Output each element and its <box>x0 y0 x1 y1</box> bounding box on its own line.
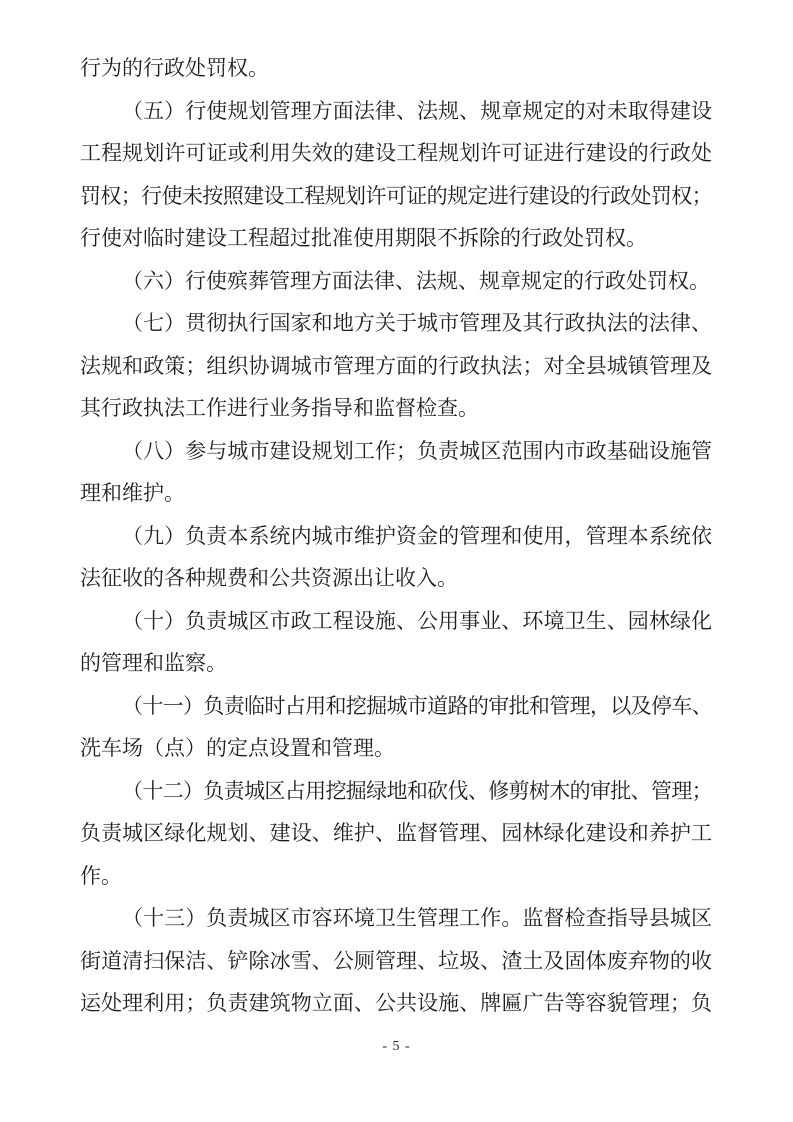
text-line: 洗车场（点）的定点设置和管理。 <box>80 736 395 760</box>
text-line: 作。 <box>80 863 122 888</box>
text-line: 罚权；行使未按照建设工程规划许可证的规定进行建设的行政处罚权； <box>80 183 712 208</box>
text-line: 街道清扫保洁、铲除冰雪、公厕管理、垃圾、渣土及固体废弃物的收 <box>80 948 712 973</box>
text-line: （五）行使规划管理方面法律、法规、规章规定的对未取得建设 <box>122 98 712 123</box>
text-line: （八）参与城市建设规划工作；负责城区范围内市政基础设施管 <box>122 438 712 463</box>
text-line: 法规和政策；组织协调城市管理方面的行政执法；对全县城镇管理及 <box>80 353 712 378</box>
document-body <box>80 47 712 1025</box>
text-line: 负责城区绿化规划、建设、维护、监督管理、园林绿化建设和养护工 <box>80 821 712 845</box>
text-line: （七）贯彻执行国家和地方关于城市管理及其行政执法的法律、 <box>122 311 712 335</box>
text-line: 工程规划许可证或利用失效的建设工程规划许可证进行建设的行政处 <box>80 141 712 165</box>
text-line: 其行政执法工作进行业务指导和监督检查。 <box>80 396 479 420</box>
page-number: - 5 - <box>382 1039 411 1054</box>
text-line: 运处理利用；负责建筑物立面、公共设施、牌匾广告等容貌管理；负 <box>80 991 712 1015</box>
text-line: （十）负责城区市政工程设施、公用事业、环境卫生、园林绿化 <box>122 608 712 633</box>
text-line: （十一）负责临时占用和挖掘城市道路的审批和管理，以及停车、 <box>122 693 712 718</box>
text-line: 的管理和监察。 <box>80 651 227 675</box>
text-line: 行使对临时建设工程超过批准使用期限不拆除的行政处罚权。 <box>80 226 647 250</box>
text-line: （九）负责本系统内城市维护资金的管理和使用，管理本系统依 <box>122 523 712 548</box>
text-line: 法征收的各种规费和公共资源出让收入。 <box>80 566 458 590</box>
text-line: 理和维护。 <box>80 481 185 505</box>
text-line: 行为的行政处罚权。 <box>80 56 269 80</box>
text-line: （十二）负责城区占用挖掘绿地和砍伐、修剪树木的审批、管理； <box>122 778 712 803</box>
text-line: （六）行使殡葬管理方面法律、法规、规章规定的行政处罚权。 <box>122 268 710 293</box>
text-line: （十三）负责城区市容环境卫生管理工作。监督检查指导县城区 <box>122 906 712 930</box>
